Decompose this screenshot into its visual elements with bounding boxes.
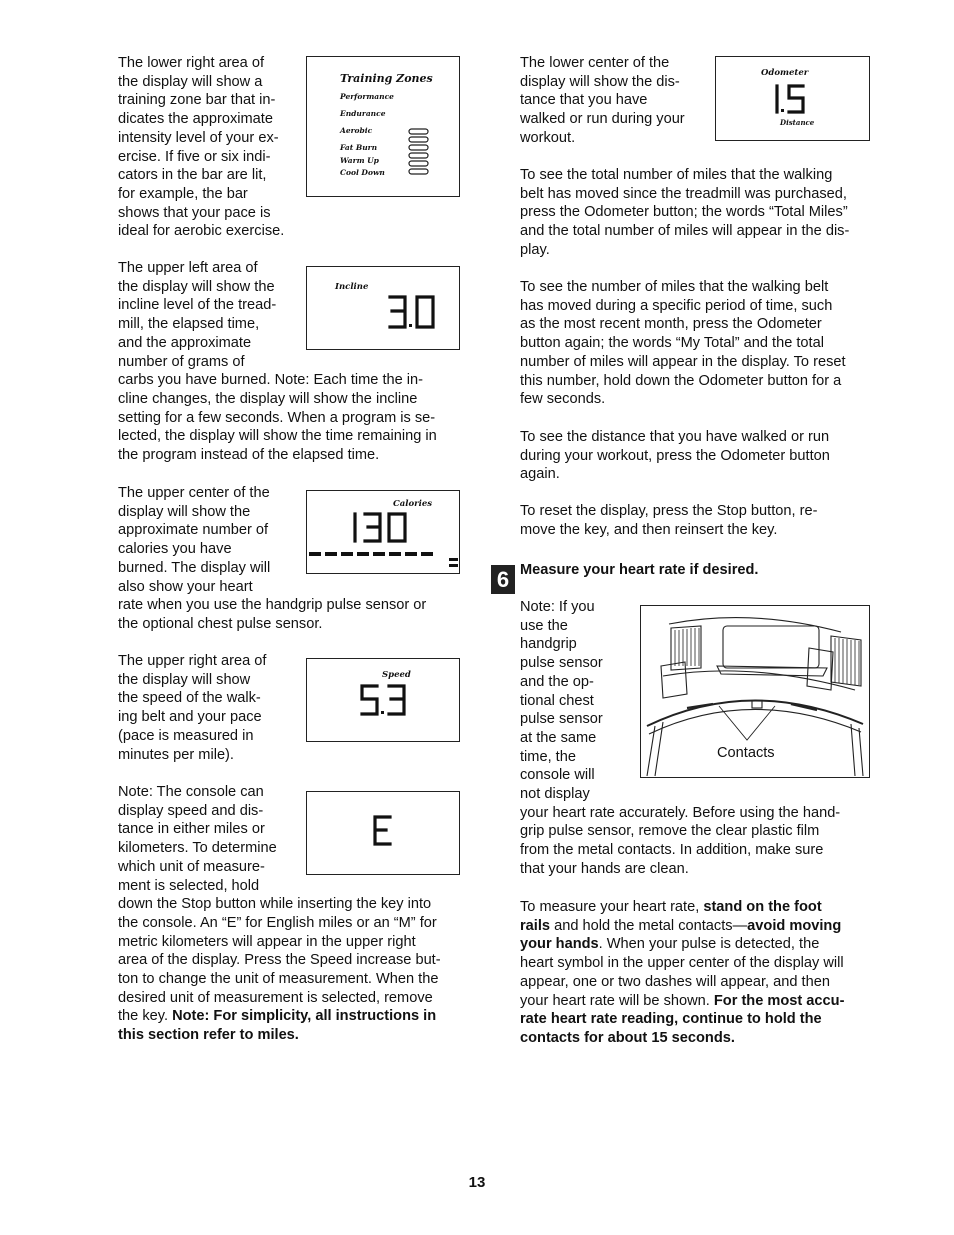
speed-value-digits — [359, 682, 419, 718]
text-line: ercise. If five or six indi- — [118, 148, 271, 165]
text-line: pulse sensor — [520, 655, 603, 672]
text-line: appear, one or two dashes will appear, and then — [520, 973, 830, 990]
zone-indicator-1 — [409, 169, 428, 174]
text-line: grip pulse sensor, remove the clear plastic film — [520, 823, 820, 840]
unit-display — [306, 791, 460, 875]
text-line: button again; the words “My Total” and the total — [520, 335, 824, 352]
my-total-paragraph — [520, 278, 846, 409]
text-line: cline changes, the display will show the incline — [118, 390, 418, 407]
zone-indicator-6 — [409, 129, 428, 134]
text-line: incline level of the tread- — [118, 297, 277, 314]
text-line: also show your heart — [118, 578, 253, 595]
text-line: approximate number of — [118, 522, 269, 539]
zone-indicator-5 — [409, 137, 428, 142]
training-zone-paragraph — [118, 54, 284, 241]
text-line: kilometers. To determine — [118, 840, 277, 857]
text-line: not display — [520, 786, 590, 803]
text-line: and the total number of miles will appear in the dis- — [520, 223, 850, 240]
text-line: tance in either miles or — [118, 821, 265, 838]
incline-display — [306, 266, 460, 350]
zone-indicator-bar — [407, 127, 431, 182]
text-line: console will — [520, 767, 595, 784]
text-line: handgrip — [520, 636, 577, 653]
text-line: display will show the — [118, 503, 251, 520]
text-line: metric kilometers will appear in the upper right — [118, 933, 416, 950]
text-line: that your hands are clean. — [520, 860, 689, 877]
incline-label: Incline — [335, 282, 369, 292]
text-line: The upper center of the — [118, 485, 270, 501]
text-line: contacts for about 15 seconds. — [520, 1029, 735, 1046]
text-line: area of the display. Press the Speed increase but- — [118, 952, 441, 969]
text-line: dicates the approximate — [118, 111, 273, 128]
text-line: intensity level of your ex- — [118, 129, 279, 146]
text-line: pulse sensor — [520, 711, 603, 728]
text-line: ment is selected, hold — [118, 877, 260, 894]
zone-aerobic: Aerobic — [340, 126, 373, 135]
text-line: setting for a few seconds. When a program is se- — [118, 409, 436, 426]
text-line: use the — [520, 617, 568, 634]
text-line: Note: If you — [520, 599, 595, 615]
text-line: number of miles will appear in the display. To reset — [520, 353, 846, 370]
text-line: for example, the bar — [118, 185, 248, 202]
calories-value-digits — [347, 511, 417, 545]
zone-indicator-2 — [409, 161, 428, 166]
text-line: tance that you have — [520, 92, 648, 109]
text-line: the program instead of the elapsed time. — [118, 447, 380, 464]
text-line: the display will show — [118, 671, 251, 688]
text-line: play. — [520, 241, 550, 258]
right-speaker-grille — [831, 636, 861, 686]
text-line: which unit of measure- — [118, 858, 265, 875]
text-line: The upper left area of — [118, 260, 258, 276]
text-line: carbs you have burned. Note: Each time the in- — [118, 372, 424, 389]
reset-paragraph — [520, 502, 817, 539]
text-line: from the metal contacts. In addition, make sure — [520, 842, 824, 859]
speed-display — [306, 658, 460, 742]
text-line: as the most recent month, press the Odometer — [520, 316, 822, 333]
text-line: training zone bar that in- — [118, 92, 276, 109]
text-line: few seconds. — [520, 391, 606, 408]
text-line: To see the number of miles that the walking belt — [520, 279, 829, 295]
unit-value-digit — [371, 812, 401, 852]
measure-line-1: To measure your heart rate, stand on the foot — [520, 899, 822, 915]
text-line: ton to change the unit of measurement. When the — [118, 971, 439, 988]
text-line: heart symbol in the upper center of the display will — [520, 955, 844, 972]
odometer-paragraph — [520, 54, 685, 148]
text-line: has moved during a specific period of time, such — [520, 297, 833, 314]
text-line: ing belt and your pace — [118, 709, 262, 726]
units-note-line: the key. Note: For simplicity, all instructions in — [118, 1008, 437, 1025]
calories-label: Calories — [393, 499, 433, 509]
odometer-label: Odometer — [761, 68, 809, 78]
calories-display — [306, 490, 460, 574]
incline-value-digits — [387, 293, 447, 333]
speed-label: Speed — [382, 670, 411, 680]
text-line: the display will show the — [118, 278, 275, 295]
zone-indicator-4 — [409, 145, 428, 150]
total-miles-paragraph — [520, 166, 849, 260]
text-line: (pace is measured in — [118, 727, 254, 744]
text-line: this number, hold down the Odometer button for a — [520, 372, 842, 389]
text-line: press the Odometer button; the words “Total Miles” — [520, 204, 848, 221]
measure-bold-lines — [520, 1010, 844, 1047]
zone-warm-up: Warm Up — [340, 156, 379, 165]
text-line: the display will show a — [118, 73, 263, 90]
training-zones-title: Training Zones — [340, 72, 433, 85]
text-line: down the Stop button while inserting the key into — [118, 896, 432, 913]
text-line: ideal for aerobic exercise. — [118, 223, 285, 240]
text-line: time, the — [520, 748, 576, 765]
text-line: The lower center of the — [520, 55, 670, 71]
text-line: and the approximate — [118, 334, 252, 351]
text-line: and the op- — [520, 673, 594, 690]
zone-performance: Performance — [340, 92, 394, 101]
text-line: Note: The console can — [118, 784, 264, 800]
text-line: To reset the display, press the Stop button, re- — [520, 503, 818, 519]
text-line: The upper right area of — [118, 653, 267, 669]
text-line: The lower right area of — [118, 55, 265, 71]
zone-fat-burn: Fat Burn — [340, 143, 378, 152]
text-line: shows that your pace is — [118, 204, 271, 221]
text-line: display speed and dis- — [118, 802, 264, 819]
odometer-value-digits — [771, 82, 821, 118]
text-line: move the key, and then reinsert the key. — [520, 521, 778, 538]
measure-line-6: your heart rate will be shown. For the most accu- — [520, 992, 845, 1009]
zone-endurance: Endurance — [340, 109, 386, 118]
text-line: again. — [520, 466, 560, 483]
step-number-badge: 6 — [491, 565, 515, 594]
text-line: your heart rate accurately. Before using the hand- — [520, 804, 841, 821]
text-line: during your workout, press the Odometer button — [520, 447, 830, 464]
text-line: lected, the display will show the time remaining in — [118, 428, 437, 445]
measure-line-2: rails and hold the metal contacts—avoid moving — [520, 917, 842, 934]
text-line: cators in the bar are lit, — [118, 167, 267, 184]
text-line: rate when you use the handgrip pulse sensor or — [118, 597, 427, 614]
text-line: the optional chest pulse sensor. — [118, 615, 323, 632]
text-line: display will show the dis- — [520, 73, 680, 90]
text-line: mill, the elapsed time, — [118, 316, 260, 333]
odometer-sublabel: Distance — [780, 118, 815, 127]
text-line: number of grams of — [118, 353, 245, 370]
odometer-display — [715, 56, 870, 141]
text-line: minutes per mile). — [118, 746, 234, 763]
text-line: belt has moved since the treadmill was purchased, — [520, 185, 847, 202]
units-note-final: this section refer to miles. — [118, 1027, 299, 1044]
text-line: at the same — [520, 729, 597, 746]
measure-middle-lines — [520, 954, 844, 991]
zone-indicator-3 — [409, 153, 428, 158]
page-number: 13 — [468, 1174, 486, 1191]
heart-rate-dash-bar — [307, 549, 459, 573]
text-line: the console. An “E” for English miles or an “M” for — [118, 914, 437, 931]
text-line: walked or run during your — [520, 111, 685, 128]
text-line: To see the distance that you have walked or run — [520, 429, 830, 445]
measure-paragraph — [520, 898, 844, 1048]
training-zones-display — [306, 56, 460, 197]
text-line: desired unit of measurement is selected, remove — [118, 989, 433, 1006]
text-line: the speed of the walk- — [118, 690, 261, 707]
workout-distance-paragraph — [520, 428, 830, 484]
step-title: Measure your heart rate if desired. — [520, 562, 759, 578]
contacts-label: Contacts — [717, 745, 775, 761]
measure-line-3: your hands. When your pulse is detected, the — [520, 936, 820, 953]
text-line: To see the total number of miles that the walking — [520, 167, 833, 183]
text-line: calories you have — [118, 541, 232, 558]
text-line: tional chest — [520, 692, 594, 709]
zone-cool-down: Cool Down — [340, 168, 385, 177]
text-line: burned. The display will — [118, 559, 271, 576]
speed-paragraph — [118, 652, 266, 764]
text-line: workout. — [520, 129, 576, 146]
text-line: rate heart rate reading, continue to hold the — [520, 1011, 822, 1028]
